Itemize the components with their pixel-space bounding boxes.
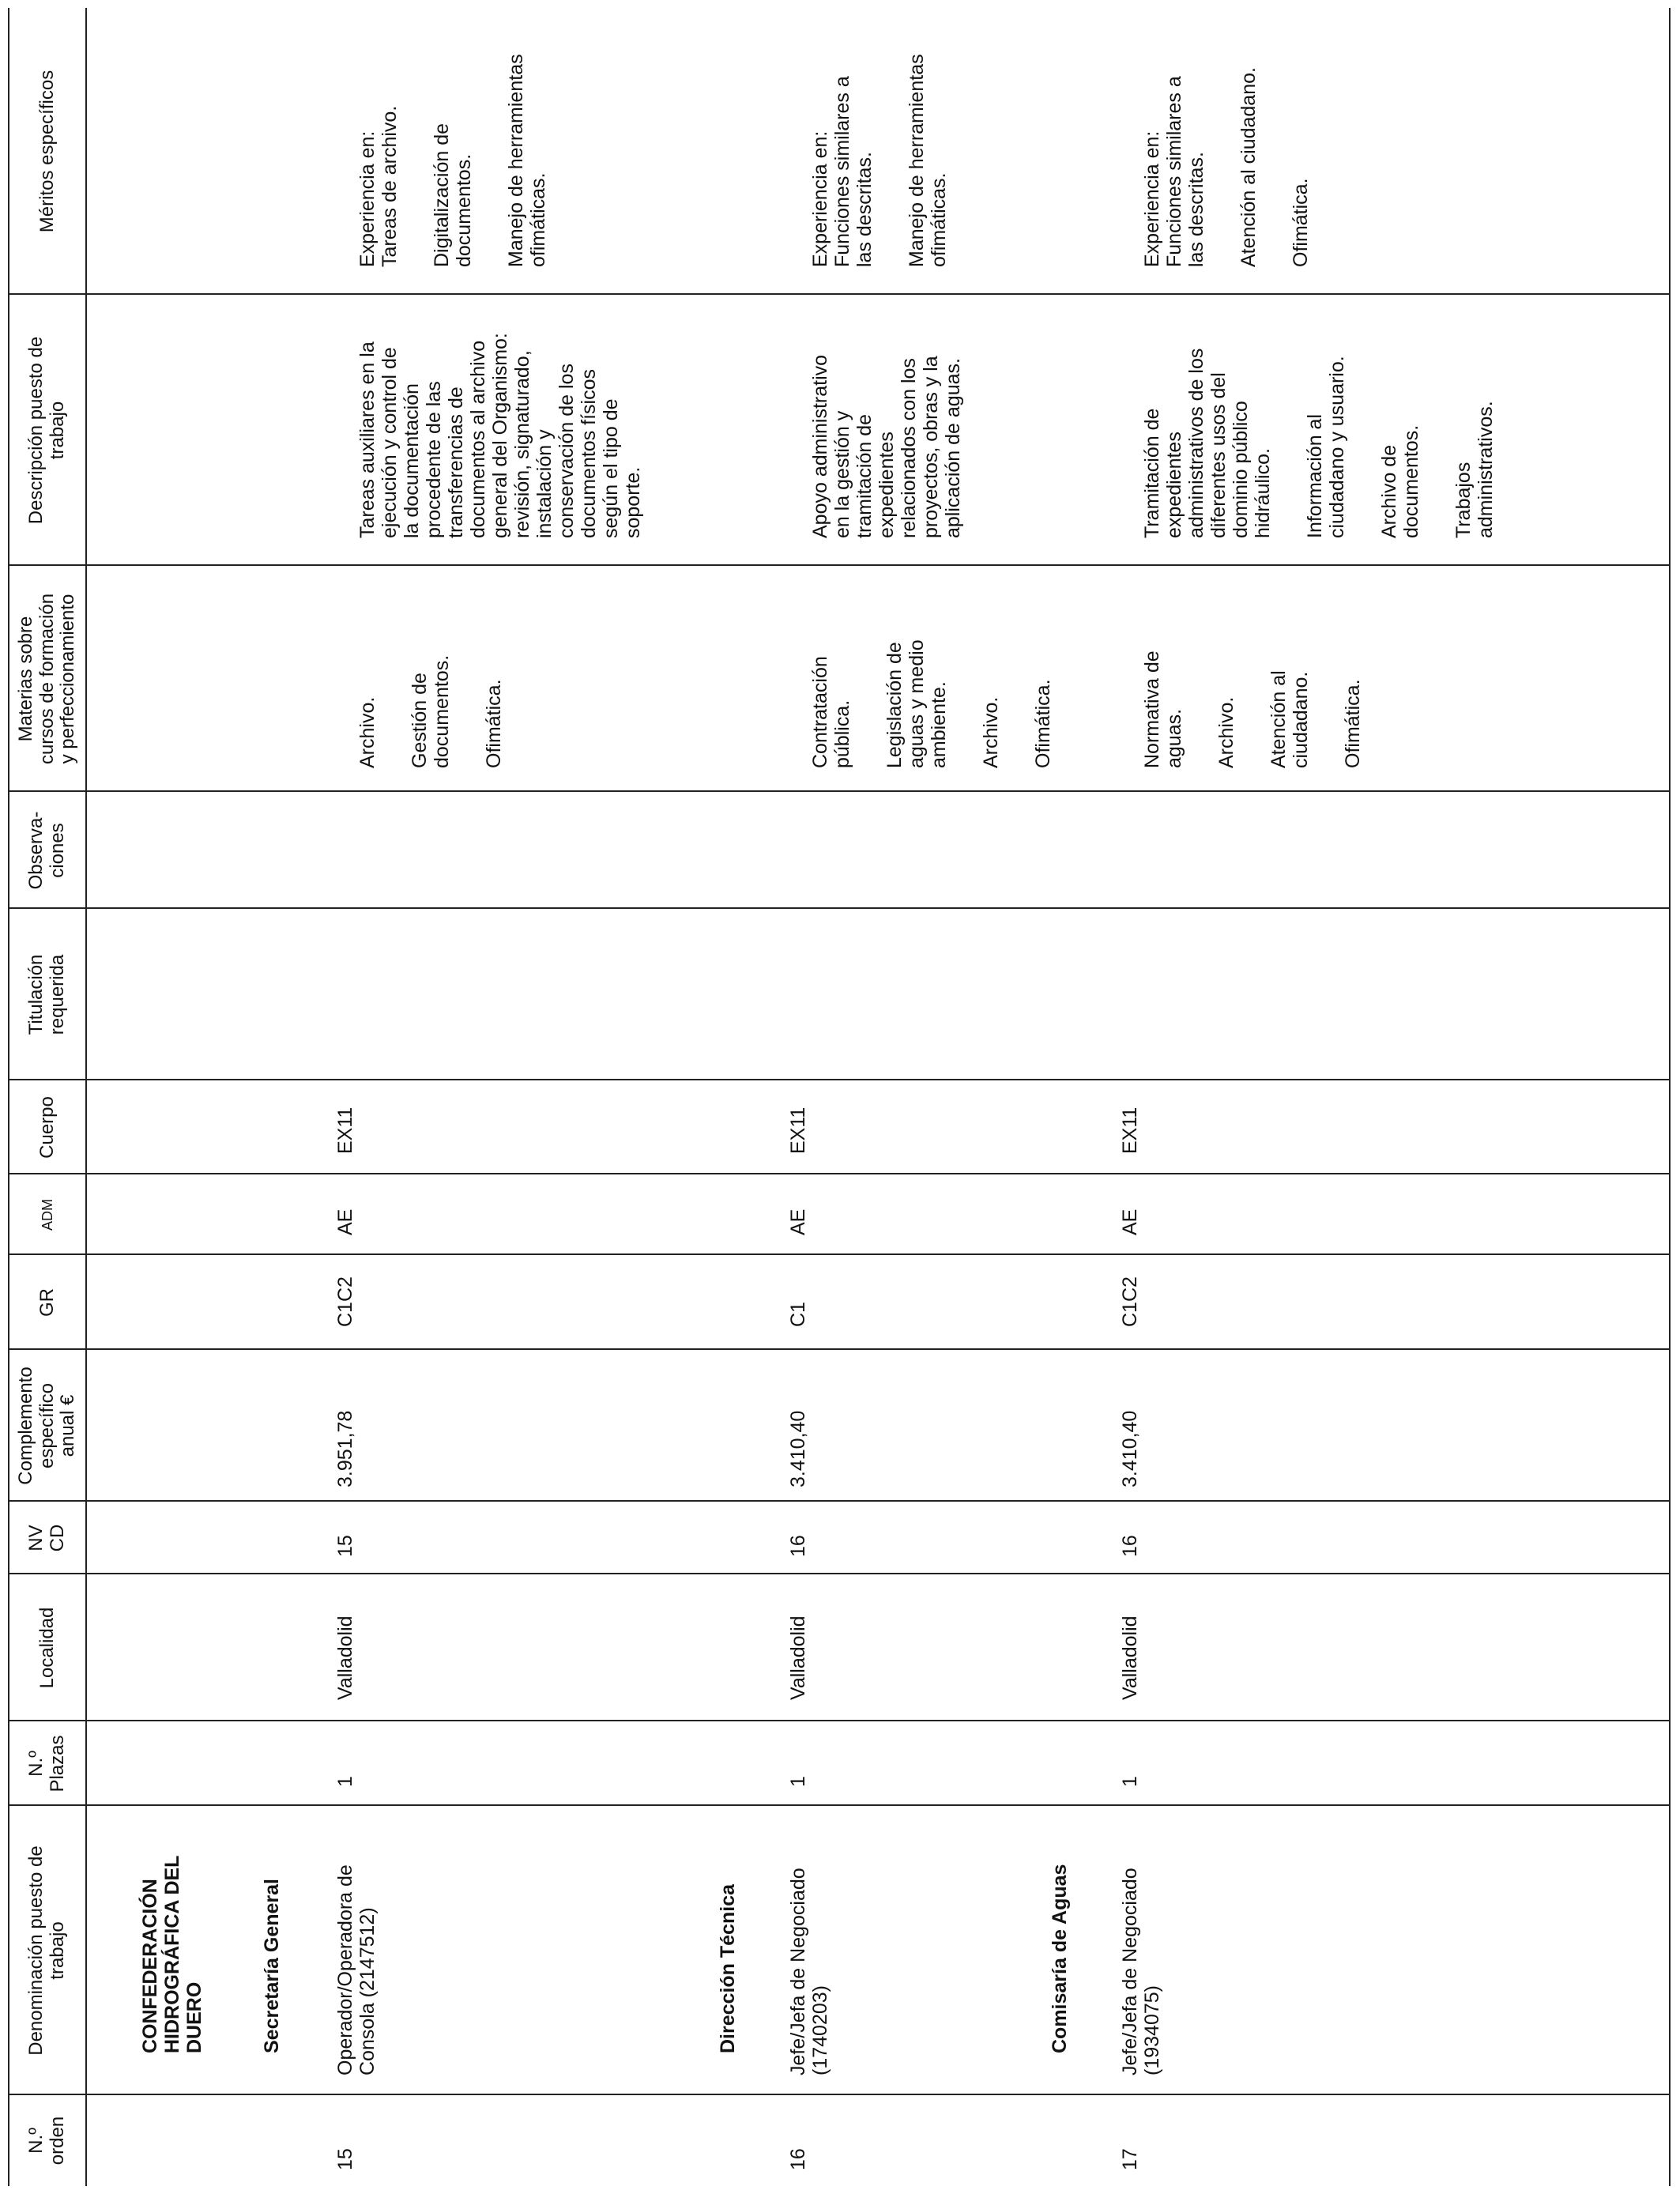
row-localidad: Valladolid xyxy=(1119,1615,1141,1700)
materia-item: Archivo. xyxy=(980,696,1002,768)
header-localidad: Localidad xyxy=(36,1607,58,1689)
materia-item: Ofimática. xyxy=(1342,679,1364,768)
row-gr: C1C2 xyxy=(1119,1276,1141,1327)
column-rule xyxy=(8,1573,1669,1574)
header-complemento: Complemento específico anual € xyxy=(14,1367,79,1485)
row-adm: AE xyxy=(334,1208,356,1235)
row-localidad: Valladolid xyxy=(787,1615,809,1700)
materia-item: Atención al ciudadano. xyxy=(1268,670,1312,768)
section-title: Dirección Técnica xyxy=(717,1884,739,2053)
section-title: Comisaría de Aguas xyxy=(1049,1864,1071,2053)
row-meritos xyxy=(787,10,980,267)
materia-item: Ofimática. xyxy=(483,679,505,768)
header-cuerpo: Cuerpo xyxy=(36,1096,58,1159)
row-descripcion xyxy=(1119,297,1527,538)
row-materias xyxy=(787,571,1084,768)
merito-item: Manejo de herramientas ofimáticas. xyxy=(505,54,549,267)
row-gr: C1C2 xyxy=(334,1276,356,1327)
header-descripcion: Descripción puesto de trabajo xyxy=(25,336,68,525)
column-rule xyxy=(8,1079,1669,1080)
row-materias xyxy=(1119,571,1394,768)
column-rule xyxy=(8,1500,1669,1502)
column-rule xyxy=(8,1173,1669,1174)
descripcion-item: Tareas auxiliares en la ejecución y control de la documentación procedente de las transferencias de documentos al archivo general del Organismo: revisión, signaturado, instalación y conservación de los documentos físicos según el tipo de soporte. xyxy=(356,333,644,538)
header-adm: ADM xyxy=(39,1199,55,1231)
merito-item: Digitalización de documentos. xyxy=(431,123,475,267)
row-denominacion: Operador/Operadora de Consola (2147512) xyxy=(334,1864,379,2075)
row-descripcion xyxy=(334,297,674,538)
row-plazas: 1 xyxy=(334,1776,356,1787)
descripcion-item: Tramitación de expedientes administrativos de los diferentes usos del dominio público hidráulico. xyxy=(1141,348,1274,538)
bottom-rule xyxy=(1669,8,1671,2186)
merito-item: Atención al ciudadano. xyxy=(1237,67,1260,267)
row-adm: AE xyxy=(787,1208,809,1235)
header-denominacion: Denominación puesto de trabajo xyxy=(25,1845,68,2056)
row-nvcd: 16 xyxy=(1119,1535,1141,1557)
column-rule xyxy=(8,564,1669,566)
column-rule xyxy=(8,1348,1669,1350)
header-observaciones: Observa- ciones xyxy=(25,811,68,890)
row-adm: AE xyxy=(1119,1208,1141,1235)
merito-item: Experiencia en: Funciones similares a las descritas. xyxy=(1141,76,1207,267)
row-cuerpo: EX11 xyxy=(787,1106,809,1154)
row-meritos xyxy=(1119,10,1342,267)
row-denominacion: Jefe/Jefa de Negociado (1934075) xyxy=(1119,1868,1163,2075)
header-orden: N.º orden xyxy=(25,2116,68,2166)
row-complemento: 3.410,40 xyxy=(1119,1410,1141,1487)
row-denominacion: Jefe/Jefa de Negociado (1740203) xyxy=(787,1868,831,2075)
organismo-title: CONFEDERACIÓN HIDROGRÁFICA DEL DUERO xyxy=(139,1855,205,2053)
column-rule xyxy=(8,790,1669,792)
column-rule xyxy=(8,2094,1669,2095)
row-nvcd: 16 xyxy=(787,1535,809,1557)
column-rule xyxy=(8,907,1669,909)
descripcion-item: Apoyo administrativo en la gestión y tramitación de expedientes relacionados con los proyectos, obras y la aplicación de aguas. xyxy=(809,354,964,538)
header-nvcd: NV CD xyxy=(25,1524,68,1552)
materia-item: Legislación de aguas y medio ambiente. xyxy=(883,639,950,768)
merito-item: Manejo de herramientas ofimáticas. xyxy=(906,54,950,267)
row-gr: C1 xyxy=(787,1302,809,1327)
row-materias xyxy=(334,571,535,768)
header-plazas: N.º Plazas xyxy=(25,1735,68,1793)
materia-item: Ofimática. xyxy=(1032,679,1054,768)
merito-item: Experiencia en: Funciones similares a las descritas. xyxy=(809,76,876,267)
materia-item: Normativa de aguas. xyxy=(1141,650,1185,768)
descripcion-item: Archivo de documentos. xyxy=(1378,424,1422,538)
row-plazas: 1 xyxy=(1119,1776,1141,1787)
materia-item: Contratación pública. xyxy=(809,656,853,768)
materia-item: Archivo. xyxy=(356,696,379,768)
row-orden: 15 xyxy=(334,2148,356,2170)
column-rule xyxy=(8,1804,1669,1806)
header-titulacion: Titulación requerida xyxy=(25,954,68,1035)
merito-item: Ofimática. xyxy=(1290,178,1312,267)
row-cuerpo: EX11 xyxy=(334,1106,356,1154)
column-rule xyxy=(8,1720,1669,1721)
row-orden: 17 xyxy=(1119,2148,1141,2170)
materia-item: Archivo. xyxy=(1215,696,1237,768)
header-gr: GR xyxy=(36,1288,58,1317)
merito-item: Experiencia en: Tareas de archivo. xyxy=(356,105,401,267)
row-complemento: 3.951,78 xyxy=(334,1410,356,1487)
column-rule xyxy=(8,1253,1669,1255)
section-title: Secretaría General xyxy=(261,1879,283,2053)
descripcion-item: Trabajos administrativos. xyxy=(1452,401,1497,538)
row-plazas: 1 xyxy=(787,1776,809,1787)
row-descripcion xyxy=(787,297,994,538)
materia-item: Gestión de documentos. xyxy=(409,654,453,768)
header-meritos: Méritos específicos xyxy=(36,70,58,233)
row-localidad: Valladolid xyxy=(334,1615,356,1700)
row-nvcd: 15 xyxy=(334,1535,356,1557)
row-orden: 16 xyxy=(787,2148,809,2170)
column-rule xyxy=(8,293,1669,295)
descripcion-item: Información al ciudadano y usuario. xyxy=(1304,356,1348,538)
row-complemento: 3.410,40 xyxy=(787,1410,809,1487)
header-materias: Materias sobre cursos de formación y perfeccionamiento xyxy=(14,593,79,765)
row-cuerpo: EX11 xyxy=(1119,1106,1141,1154)
row-meritos xyxy=(334,10,579,267)
